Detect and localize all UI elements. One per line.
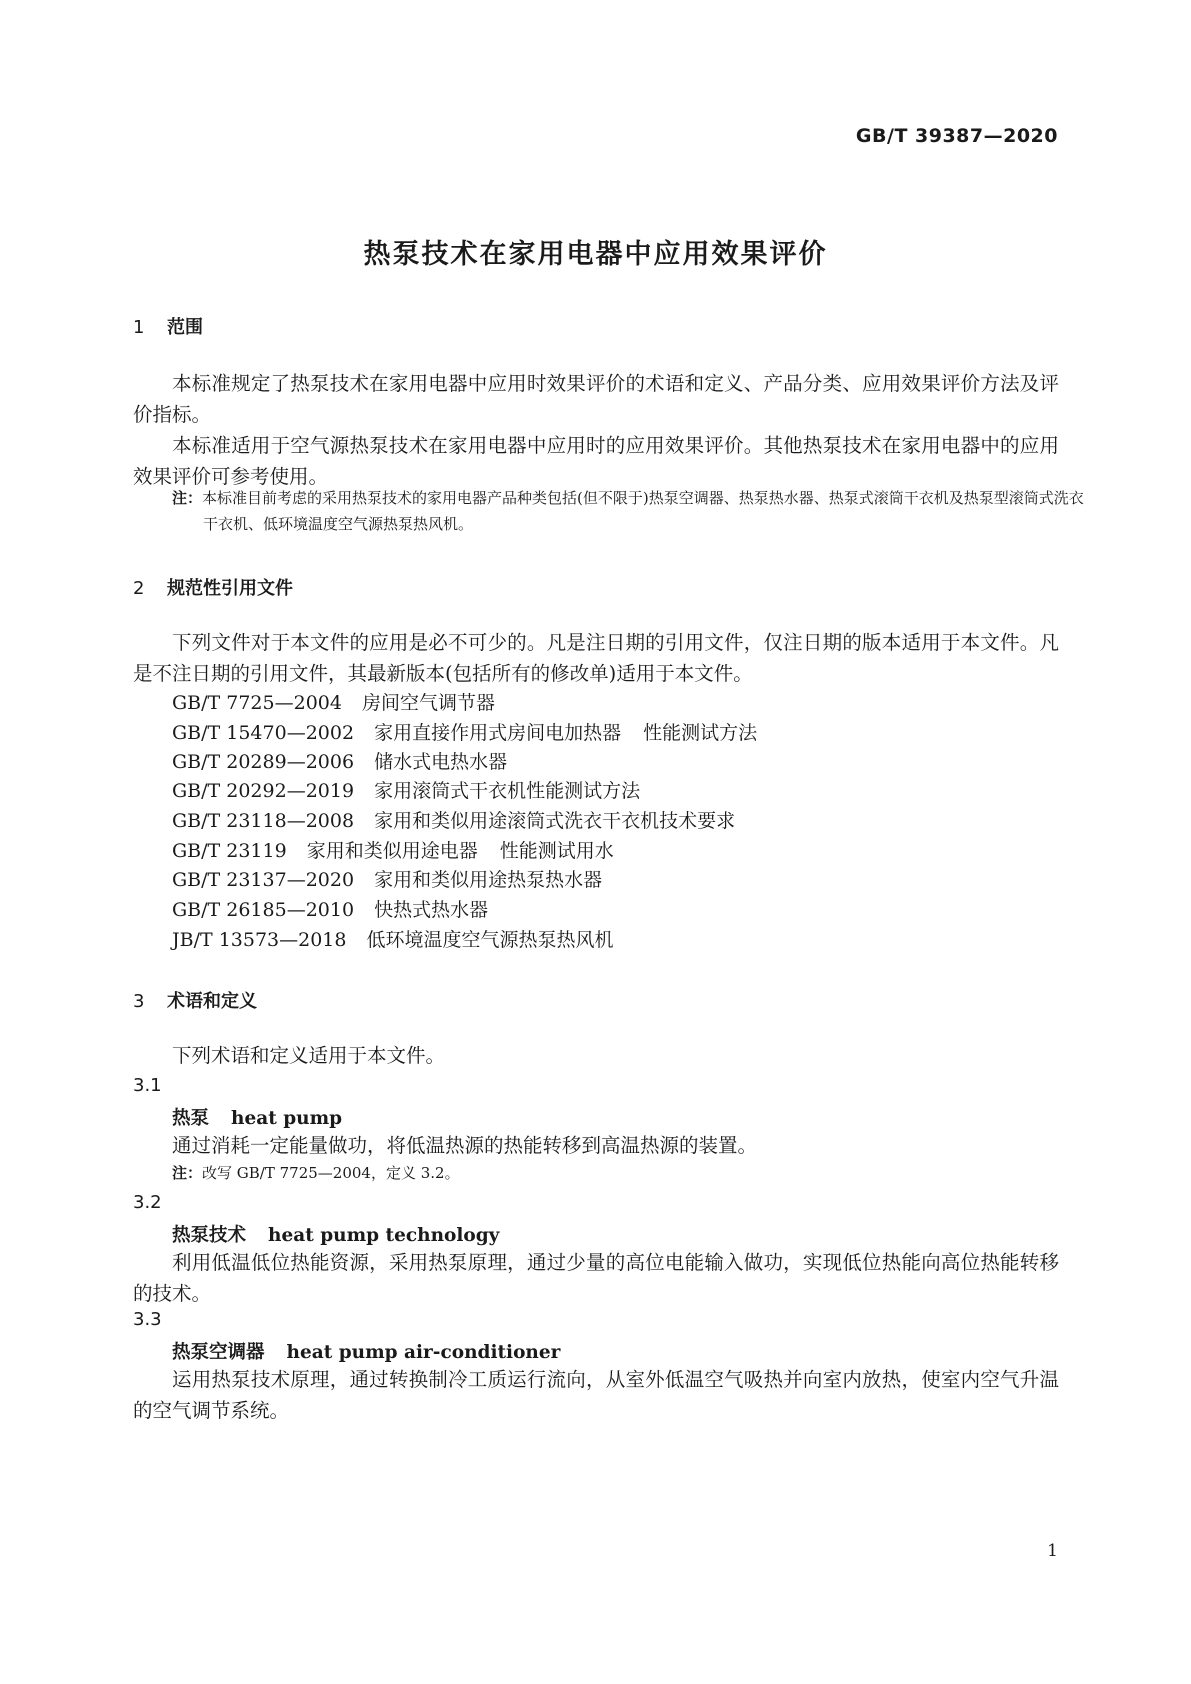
reference-code: GB/T 20289—2006 (172, 751, 355, 773)
reference-code: GB/T 7725—2004 (172, 692, 342, 714)
reference-title: 家用直接作用式房间电加热器 (374, 722, 622, 744)
reference-item (172, 925, 614, 952)
document-title: 热泵技术在家用电器中应用效果评价 (363, 239, 828, 270)
term-number: 3.2 (133, 1192, 162, 1213)
reference-title: 家用滚筒式干衣机性能测试方法 (374, 780, 641, 802)
note-label: 注： (172, 489, 203, 507)
term-en: heat pump (231, 1108, 343, 1129)
reference-code: GB/T 23137—2020 (172, 869, 355, 891)
reference-code: GB/T 23119 (172, 840, 287, 862)
section-3-intro (133, 1040, 1059, 1071)
reference-title: 家用和类似用途电器 (306, 840, 478, 862)
section-number: 2 (133, 578, 145, 599)
reference-title: 储水式电热水器 (374, 751, 508, 773)
reference-code: GB/T 20292—2019 (172, 780, 355, 802)
term-zh: 热泵技术 (172, 1225, 247, 1246)
term-zh: 热泵 (172, 1108, 210, 1129)
reference-subtitle: 性能测试用水 (499, 840, 614, 862)
reference-item (172, 895, 488, 922)
term-definition (133, 1247, 1059, 1309)
term-en: heat pump air-conditioner (286, 1342, 561, 1363)
reference-title: 低环境温度空气源热泵热风机 (366, 929, 614, 951)
section-1-body (133, 368, 1059, 492)
term-number: 3.3 (133, 1309, 162, 1330)
reference-item (172, 776, 640, 803)
reference-item (172, 747, 507, 774)
reference-subtitle: 性能测试方法 (643, 722, 758, 744)
reference-title: 家用和类似用途热泵热水器 (374, 869, 603, 891)
note-text: 本标准目前考虑的采用热泵技术的家用电器产品种类包括(但不限于)热泵空调器、热泵热水器、热泵式滚筒干衣机及热泵型滚筒式洗衣干衣机、低环境温度空气源热泵热风机。 (202, 489, 1084, 533)
reference-item (172, 718, 757, 745)
reference-title: 家用和类似用途滚筒式洗衣干衣机技术要求 (374, 810, 736, 832)
term-note (172, 1160, 1059, 1186)
term-definition (133, 1364, 1059, 1426)
term-title (172, 1338, 560, 1364)
section-1-note (172, 485, 1090, 537)
section-3-heading (133, 987, 257, 1013)
reference-title: 快热式热水器 (374, 899, 489, 921)
section-title: 术语和定义 (167, 991, 257, 1012)
term-title (172, 1221, 499, 1247)
paragraph: 本标准规定了热泵技术在家用电器中应用时效果评价的术语和定义、产品分类、应用效果评价方法及评价指标。 (133, 372, 1059, 426)
definition-text: 通过消耗一定能量做功，将低温热源的热能转移到高温热源的装置。 (172, 1134, 758, 1157)
reference-item (172, 865, 602, 892)
section-2-heading (133, 574, 293, 600)
term-definition (133, 1130, 1059, 1161)
paragraph: 下列术语和定义适用于本文件。 (172, 1044, 446, 1067)
section-number: 1 (133, 317, 145, 338)
reference-item (172, 688, 495, 715)
page-number: 1 (1047, 1541, 1058, 1561)
reference-item (172, 836, 614, 863)
section-title: 范围 (167, 317, 203, 338)
reference-code: GB/T 15470—2002 (172, 722, 355, 744)
term-zh: 热泵空调器 (172, 1342, 265, 1363)
definition-text: 运用热泵技术原理，通过转换制冷工质运行流向，从室外低温空气吸热并向室内放热，使室内空气升温的空气调节系统。 (133, 1368, 1059, 1422)
section-title: 规范性引用文件 (167, 578, 293, 599)
reference-code: GB/T 23118—2008 (172, 810, 355, 832)
section-2-intro (133, 627, 1059, 689)
section-number: 3 (133, 991, 145, 1012)
term-en: heat pump technology (268, 1225, 500, 1246)
section-1-heading (133, 313, 203, 339)
paragraph: 下列文件对于本文件的应用是必不可少的。凡是注日期的引用文件，仅注日期的版本适用于本文件。凡是不注日期的引用文件，其最新版本(包括所有的修改单)适用于本文件。 (133, 631, 1059, 685)
term-title (172, 1104, 342, 1130)
reference-code: GB/T 26185—2010 (172, 899, 355, 921)
paragraph: 本标准适用于空气源热泵技术在家用电器中应用时的应用效果评价。其他热泵技术在家用电器中的应用效果评价可参考使用。 (133, 434, 1059, 488)
reference-title: 房间空气调节器 (361, 692, 495, 714)
reference-code: JB/T 13573—2018 (172, 929, 347, 951)
reference-item (172, 806, 735, 833)
term-number: 3.1 (133, 1075, 162, 1096)
note-text: 改写 GB/T 7725—2004，定义 3.2。 (202, 1164, 460, 1182)
definition-text: 利用低温低位热能资源，采用热泵原理，通过少量的高位电能输入做功，实现低位热能向高位热能转移的技术。 (133, 1251, 1059, 1305)
standard-number: GB/T 39387—2020 (855, 125, 1058, 147)
note-label: 注： (172, 1164, 203, 1182)
